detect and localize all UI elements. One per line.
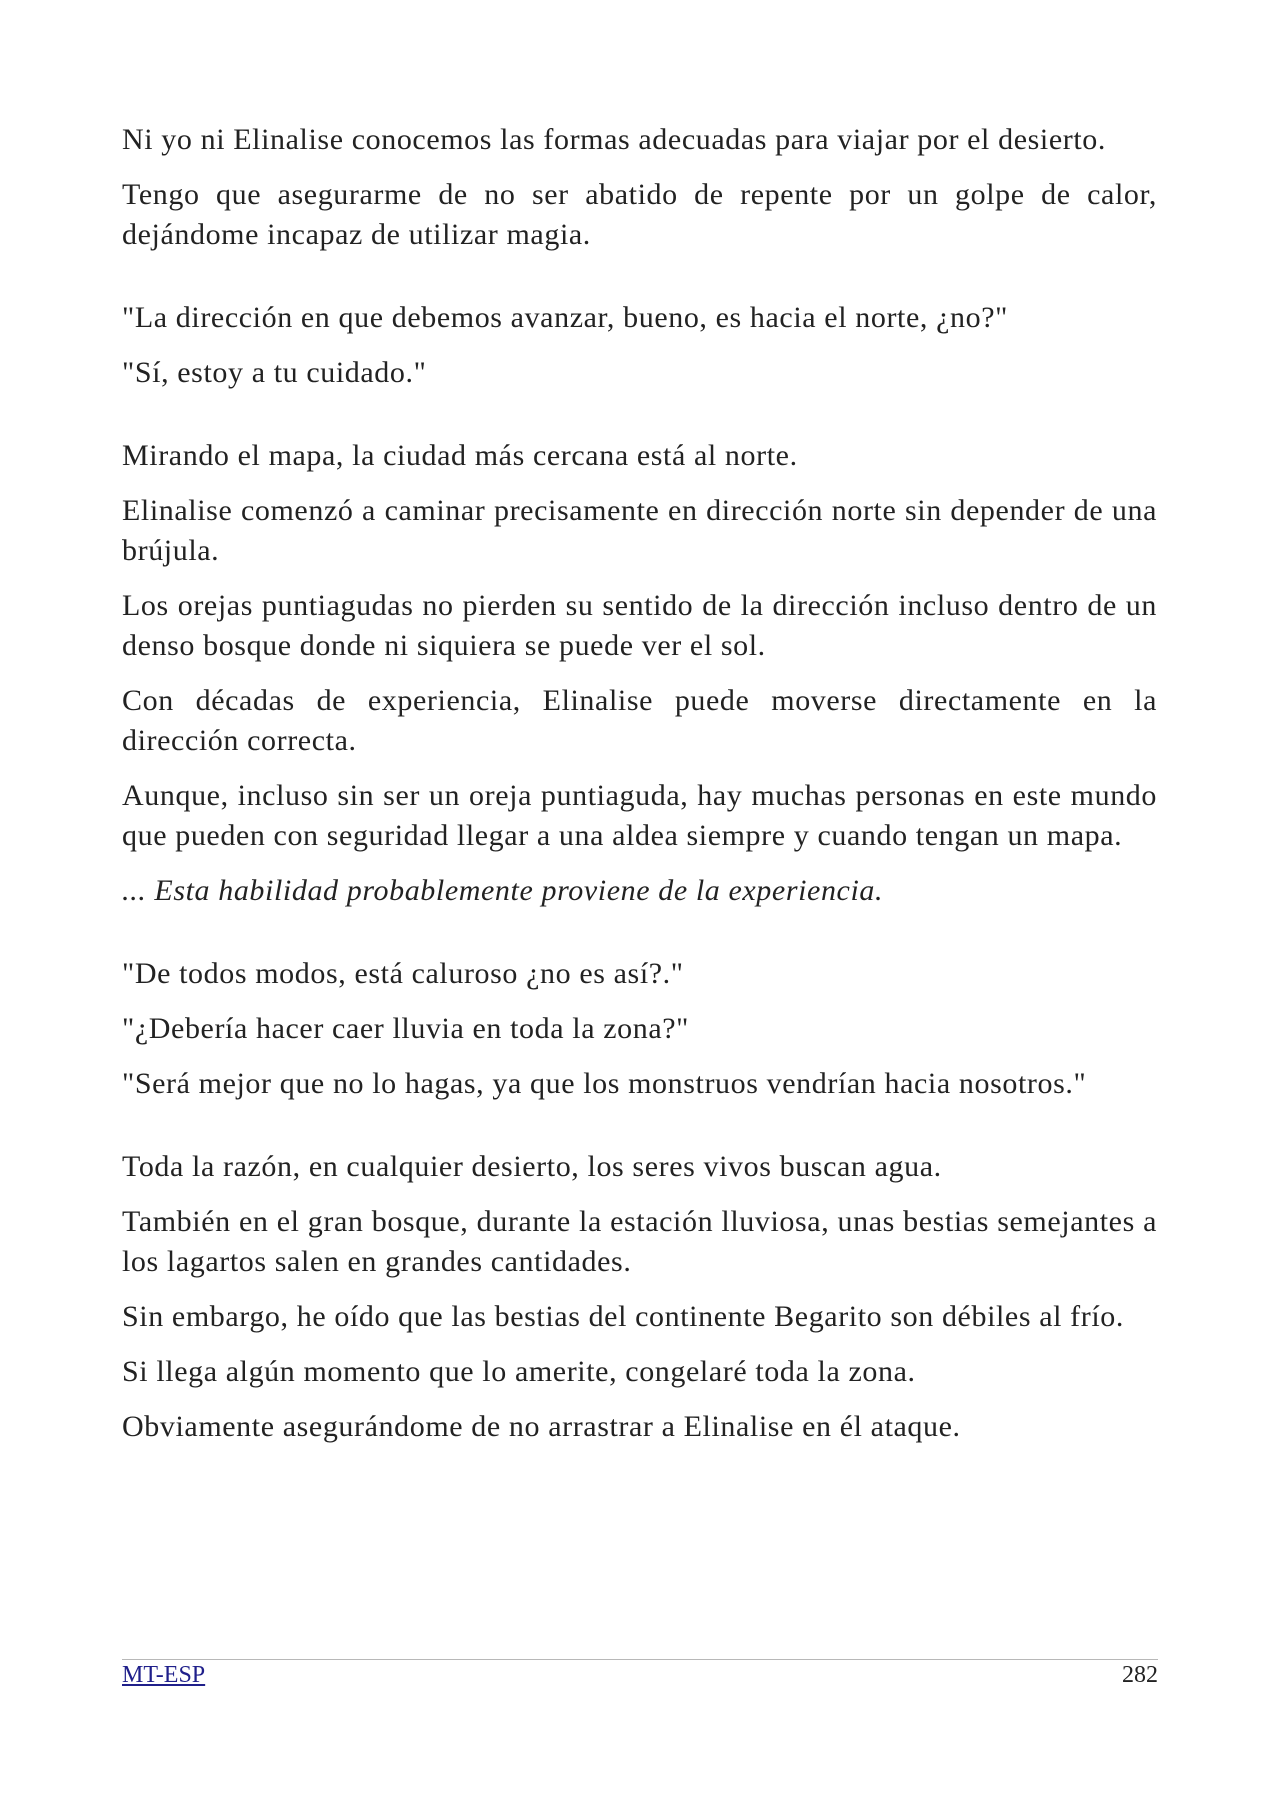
paragraph: Sin embargo, he oído que las bestias del continente Begarito son débiles al frío. (122, 1300, 1124, 1333)
paragraph: Aunque, incluso sin ser un oreja puntiaguda, hay muchas personas en este mundo que pueden con seguridad llegar a una aldea siempre y cuando tengan un mapa. (122, 779, 1157, 852)
paragraph: Elinalise comenzó a caminar precisamente en dirección norte sin depender de una brújula. (122, 494, 1157, 567)
document-body (122, 120, 1157, 1462)
paragraph: También en el gran bosque, durante la estación lluviosa, unas bestias semejantes a los lagartos salen en grandes cantidades. (122, 1205, 1157, 1278)
inner-thought: ... Esta habilidad probablemente proviene de la experiencia. (122, 874, 884, 907)
paragraph: Toda la razón, en cualquier desierto, los seres vivos buscan agua. (122, 1150, 942, 1183)
paragraph: Si llega algún momento que lo amerite, congelaré toda la zona. (122, 1355, 916, 1388)
paragraph: Los orejas puntiagudas no pierden su sentido de la dirección incluso dentro de un denso bosque donde ni siquiera se puede ver el sol. (122, 589, 1157, 662)
page-number: 282 (1122, 1662, 1158, 1688)
paragraph: Con décadas de experiencia, Elinalise puede moverse directamente en la dirección correcta. (122, 684, 1157, 757)
footer-link[interactable]: MT-ESP (122, 1662, 206, 1688)
dialogue-line: "Será mejor que no lo hagas, ya que los monstruos vendrían hacia nosotros." (122, 1067, 1087, 1100)
dialogue-line: "De todos modos, está caluroso ¿no es así?." (122, 957, 684, 990)
dialogue-line: "La dirección en que debemos avanzar, bueno, es hacia el norte, ¿no?" (122, 301, 1008, 334)
paragraph: Ni yo ni Elinalise conocemos las formas adecuadas para viajar por el desierto. (122, 123, 1106, 156)
paragraph: Mirando el mapa, la ciudad más cercana está al norte. (122, 439, 798, 472)
paragraph: Tengo que asegurarme de no ser abatido de repente por un golpe de calor, dejándome incapaz de utilizar magia. (122, 178, 1157, 251)
dialogue-line: "¿Debería hacer caer lluvia en toda la zona?" (122, 1012, 689, 1045)
page-footer (122, 1660, 1158, 1690)
paragraph: Obviamente asegurándome de no arrastrar a Elinalise en él ataque. (122, 1410, 961, 1443)
dialogue-line: "Sí, estoy a tu cuidado." (122, 356, 427, 389)
